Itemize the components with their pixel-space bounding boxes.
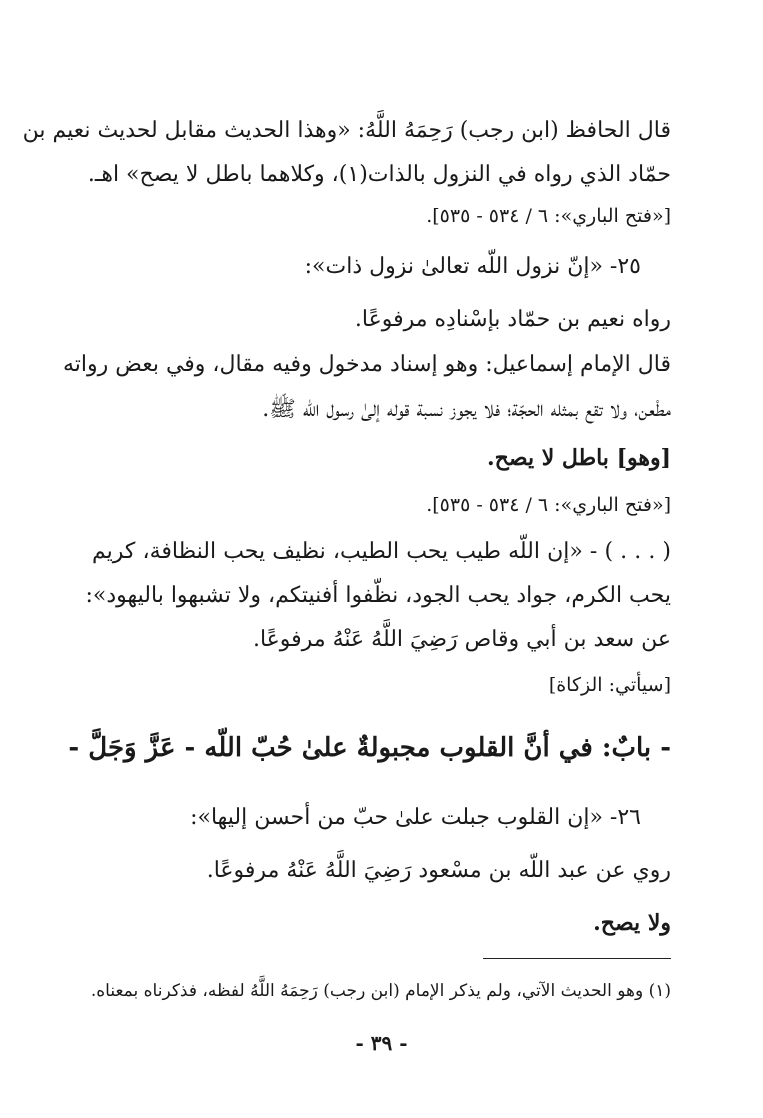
citation: [سيأتي: الزكاة] (548, 674, 671, 696)
text-line: يحب الكرم، جواد يحب الجود، نظّفوا أفنيتكم، ولا تشبهوا باليهود»: (85, 583, 671, 608)
text-line: رواه نعيم بن حمّاد بإسْنادِه مرفوعًا. (354, 307, 671, 332)
citation: [«فتح الباري»: ٦ / ٥٣٤ - ٥٣٥]. (426, 205, 671, 227)
text-line: عن سعد بن أبي وقاص رَضِيَ اللَّهُ عَنْهُ مرفوعًا. (252, 627, 671, 652)
chapter-heading: - بابٌ: في أنَّ القلوب مجبولةٌ علىٰ حُبّ اللّه - عَزَّ وَجَلَّ - (68, 733, 671, 763)
page-number: - ٣٩ - (355, 1031, 408, 1055)
footnote-divider (483, 958, 671, 959)
footnote: (١) وهو الحديث الآتي، ولم يذكر الإمام (ابن رجب) رَحِمَهُ اللَّهُ لفظه، فذكرناه بمعناه. (90, 981, 671, 1001)
hadith-heading: ٢٥- «إنّ نزول اللّه تعالىٰ نزول ذات»: (304, 254, 641, 279)
text-line: قال الحافظ (ابن رجب) رَحِمَهُ اللَّهُ: «وهذا الحديث مقابل لحديث نعيم بن (22, 118, 671, 143)
text-line: حمّاد الذي رواه في النزول بالذات(١)، وكلاهما باطل لا يصح» اهـ. (87, 162, 671, 187)
text-line: مطْعن، ولا تقع بمثله الحجّة؛ فلا يجوز نسبة قوله إلىٰ رسول اللّه ﷺ. (262, 397, 671, 422)
text-line: ( . . . ) - «إن اللّه طيب يحب الطيب، نظيف يحب النظافة، كريم (92, 539, 671, 564)
hadith-heading: ٢٦- «إن القلوب جبلت علىٰ حبّ من أحسن إليها»: (190, 805, 641, 830)
verdict: [وهو] باطل لا يصح. (487, 445, 671, 471)
citation: [«فتح الباري»: ٦ / ٥٣٤ - ٥٣٥]. (426, 494, 671, 516)
text-line: روي عن عبد اللّه بن مسْعود رَضِيَ اللَّهُ عَنْهُ مرفوعًا. (206, 858, 671, 883)
verdict: ولا يصح. (593, 910, 671, 936)
text-line: قال الإمام إسماعيل: وهو إسناد مدخول وفيه مقال، وفي بعض رواته (63, 352, 671, 377)
